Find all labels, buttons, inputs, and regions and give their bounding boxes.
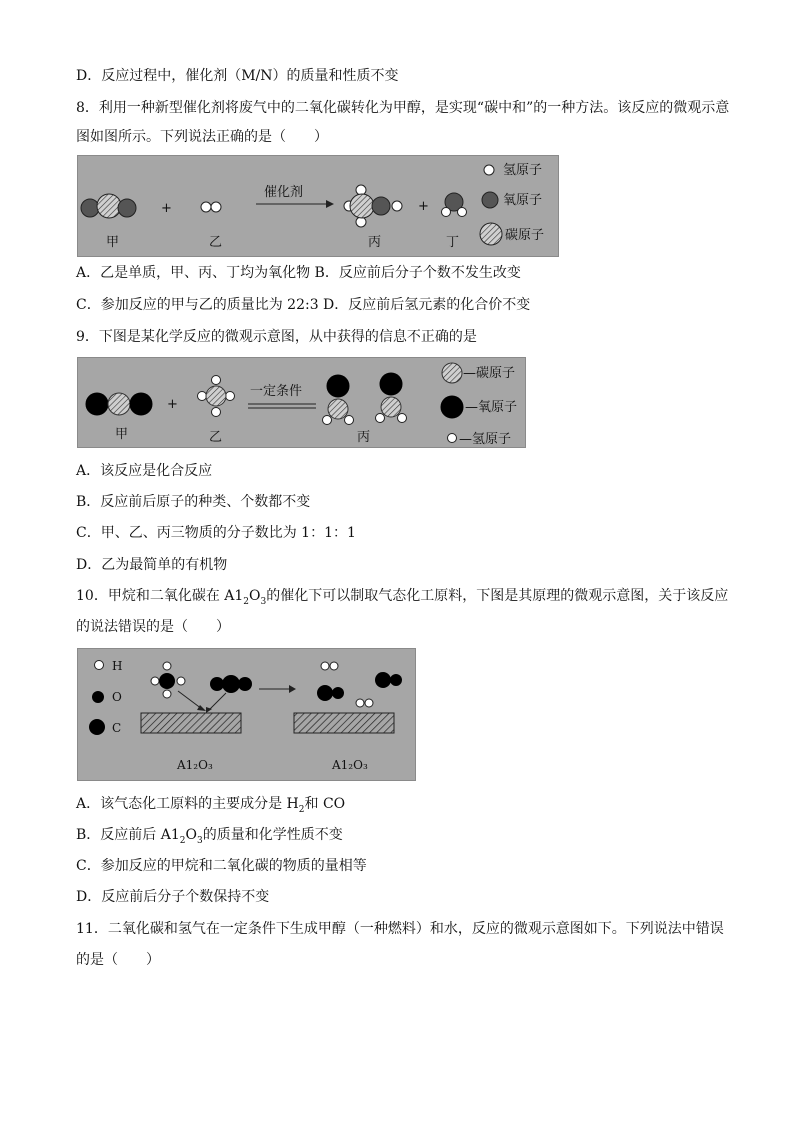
catalyst-label: 催化剂	[264, 185, 304, 200]
co-molecule	[317, 685, 344, 701]
product-molecule-2	[376, 373, 407, 423]
q8-figure	[77, 155, 559, 257]
arrow-head-icon	[326, 200, 334, 208]
hydrogen-atom-icon	[95, 661, 104, 670]
q8-stem-line1: 8．利用一种新型催化剂将废气中的二氧化碳转化为甲醇，是实现“碳中和”的一种方法。该反应的微观示意	[76, 100, 730, 116]
subscript: 2	[179, 835, 186, 846]
q8-options-cd: C．参加反应的甲与乙的质量比为 22:3 D．反应前后氢元素的化合价不变	[76, 297, 531, 313]
carbon-atom-icon	[480, 223, 502, 245]
product-molecule-1	[323, 375, 354, 425]
water-molecule	[442, 193, 467, 217]
q10-stem-line2: 的说法错误的是（ ）	[76, 619, 230, 635]
q9-option-a: A．该反应是化合反应	[76, 463, 213, 479]
co2-molecule	[210, 675, 252, 693]
q9-stem: 9．下图是某化学反应的微观示意图，从中获得的信息不正确的是	[76, 329, 477, 345]
hydrogen-atom-icon	[484, 165, 494, 175]
legend-h: H	[112, 659, 123, 673]
legend-oxygen: 氧原子	[503, 193, 543, 208]
q8-figure-svg	[78, 156, 558, 256]
subscript: 2	[243, 596, 250, 607]
legend-hydrogen: —氢原子	[459, 432, 512, 447]
q10-stem-text: O	[249, 588, 261, 604]
q9-figure	[77, 357, 526, 448]
condition-label: 一定条件	[250, 384, 303, 399]
arrow-head-icon	[289, 685, 296, 693]
q10-option-a-text: 和 CO	[304, 796, 346, 812]
q10-figure-svg	[78, 649, 415, 780]
oxygen-atom-icon	[441, 396, 463, 418]
q11-stem-line2: 的是（ ）	[76, 952, 160, 968]
label-yi: 乙	[209, 235, 223, 250]
h2-molecule	[201, 202, 221, 212]
q10-stem-text: 10．甲烷和二氧化碳在 A1	[76, 588, 244, 604]
plus-sign: +	[161, 201, 172, 216]
q10-option-d: D．反应前后分子个数保持不变	[76, 889, 270, 905]
hydrogen-atom-icon	[448, 434, 457, 443]
catalyst-label-right: A1₂O₃	[332, 758, 368, 772]
h2-molecule	[356, 699, 373, 707]
q10-stem-line1	[76, 586, 728, 612]
methane-molecule	[198, 376, 235, 417]
q10-option-a-text: A．该气态化工原料的主要成分是 H	[76, 796, 299, 812]
methanol-molecule	[344, 185, 402, 227]
carbon-atom-icon	[89, 719, 105, 735]
subscript: 3	[260, 596, 267, 607]
h2-molecule	[321, 662, 338, 670]
label-yi: 乙	[209, 430, 223, 445]
label-jia: 甲	[106, 235, 120, 250]
arrow-line	[178, 691, 202, 709]
legend-carbon: 碳原子	[505, 228, 545, 243]
catalyst-surface-left	[141, 713, 241, 733]
q10-option-c: C．参加反应的甲烷和二氧化碳的物质的量相等	[76, 858, 367, 874]
q8-stem-line2: 图如图所示。下列说法正确的是（ ）	[76, 129, 328, 145]
oxygen-atom-icon	[92, 691, 104, 703]
legend-c: C	[112, 721, 122, 735]
co2-molecule	[81, 194, 136, 218]
legend-carbon: —碳原子	[463, 366, 516, 381]
q10-option-b-text: O	[185, 827, 197, 843]
arrow-line	[210, 693, 226, 709]
carbon-atom-icon	[442, 363, 462, 383]
plus-sign: +	[167, 397, 178, 412]
q9-figure-svg	[78, 358, 525, 447]
q10-option-b-text: B．反应前后 A1	[76, 827, 180, 843]
catalyst-label-left: A1₂O₃	[177, 758, 213, 772]
subscript: 3	[196, 835, 203, 846]
co2-molecule	[86, 393, 152, 415]
subscript: 2	[298, 804, 305, 815]
label-bing: 丙	[357, 430, 371, 445]
q9-option-d: D．乙为最简单的有机物	[76, 557, 228, 573]
label-ding: 丁	[446, 235, 460, 250]
legend-hydrogen: 氢原子	[503, 163, 543, 178]
q9-option-c: C．甲、乙、丙三物质的分子数比为 1：1：1	[76, 525, 356, 541]
plus-sign: +	[418, 199, 429, 214]
q8-options-ab: A．乙是单质，甲、丙、丁均为氧化物 B．反应前后分子个数不发生改变	[76, 265, 521, 281]
q10-option-b-text: 的质量和化学性质不变	[202, 827, 343, 843]
q11-stem-line1: 11．二氧化碳和氢气在一定条件下生成甲醇（一种燃料）和水，反应的微观示意图如下。下列说法中错误	[76, 921, 724, 937]
label-jia: 甲	[115, 427, 129, 442]
label-bing: 丙	[368, 235, 382, 250]
q10-stem-text: 的催化下可以制取气态化工原料，下图是其原理的微观示意图，关于该反应	[266, 588, 729, 604]
q7-option-d: D．反应过程中，催化剂（M/N）的质量和性质不变	[76, 68, 399, 84]
oxygen-atom-icon	[482, 192, 498, 208]
legend-oxygen: —氧原子	[465, 400, 518, 415]
q10-figure	[77, 648, 416, 781]
q10-option-a	[76, 794, 345, 820]
legend-o: O	[112, 690, 122, 704]
q10-option-b	[76, 825, 343, 851]
q9-option-b: B．反应前后原子的种类、个数都不变	[76, 494, 311, 510]
catalyst-surface-right	[294, 713, 394, 733]
co-molecule	[375, 672, 402, 688]
